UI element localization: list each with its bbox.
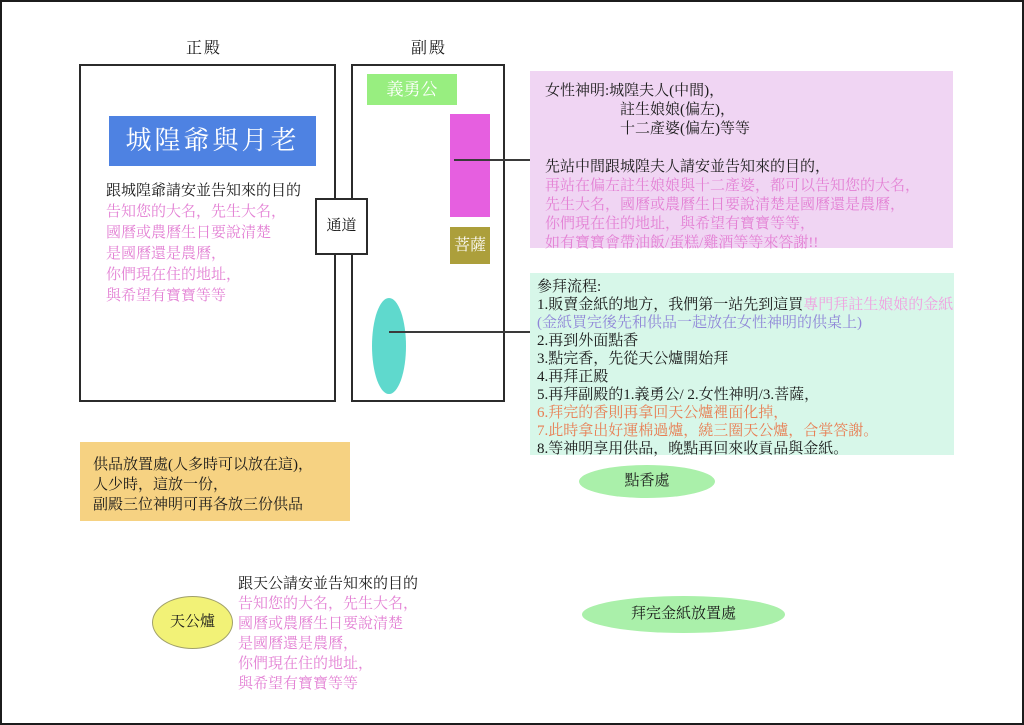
- female-deities-pink-line: 再站在偏左註生娘娘與十二產婆，都可以告知您的大名，: [545, 178, 921, 194]
- procedure-step-1-pink: 專門拜註生娘娘的金紙: [803, 297, 954, 313]
- offering-note-line: 副殿三位神明可再各放三份供品: [93, 497, 304, 513]
- procedure-step-1-note: (金紙買完後先和供品一起放在女性神明的供桌上): [537, 315, 862, 331]
- connector-line-procedure: [389, 331, 530, 333]
- female-deities-line: 女性神明:城隍夫人(中間)，: [545, 83, 725, 99]
- female-deities-line: 註生娘娘(偏左)，: [620, 102, 735, 118]
- sky-furnace-pink-line: 告知您的大名，先生大名，: [238, 596, 419, 612]
- offering-note-box: [80, 442, 350, 521]
- blank-line: [545, 139, 945, 158]
- secondary-hall-label: 副殿: [410, 40, 447, 57]
- passage-box: 通道: [315, 198, 368, 255]
- procedure-step-4: 4.再拜正殿: [537, 369, 609, 385]
- procedure-step-6: 6.拜完的香則再拿回天公爐裡面化掉，: [537, 405, 789, 421]
- main-hall-pink-line: 你們現在住的地址，: [106, 267, 242, 283]
- sky-furnace-intro-line: 跟天公請安並告知來的目的: [238, 576, 419, 592]
- female-deities-pink-line: 先生大名，國曆或農曆生日要說清楚是國曆還是農曆，: [545, 197, 906, 213]
- sky-furnace-pink-line: 國曆或農曆生日要說清楚: [238, 616, 404, 632]
- female-deities-note-box: [530, 71, 953, 251]
- secondary-hall-ellipse-marker: [372, 298, 406, 394]
- sky-furnace-ellipse: 天公爐: [152, 596, 233, 649]
- procedure-step-3: 3.點完香，先從天公爐開始拜: [537, 351, 729, 367]
- female-deities-line: 十二產婆(偏左)等等: [620, 121, 750, 137]
- main-hall-pink-line: 與希望有寶寶等等: [106, 288, 227, 304]
- procedure-step-1-black: 1.販賣金紙的地方，我們第一站先到這買: [537, 297, 804, 313]
- pusa-sign: 菩薩: [450, 227, 490, 264]
- female-deities-pink-line: 如有寶寶會帶油飯/蛋糕/雞酒等等來答謝!!: [545, 235, 819, 251]
- sky-furnace-pink-line: 與希望有寶寶等等: [238, 676, 359, 692]
- main-hall-pink-line: 告知您的大名，先生大名，: [106, 204, 287, 220]
- worship-procedure-box: [530, 273, 954, 455]
- female-deities-altar-rect: [450, 114, 490, 217]
- connector-line-female-deities: [454, 159, 530, 161]
- main-hall-intro-line: 跟城隍爺請安並告知來的目的: [106, 183, 302, 199]
- procedure-step-7: 7.此時拿出好運棉過爐，繞三圈天公爐，合掌答謝。: [537, 423, 879, 439]
- sky-furnace-instructions: [238, 574, 418, 694]
- main-hall-pink-line: 國曆或農曆生日要說清楚: [106, 225, 272, 241]
- procedure-step-8: 8.等神明享用供品，晚點再回來收貢品與金紙。: [537, 441, 849, 457]
- offering-note-line: 供品放置處(人多時可以放在這)，: [93, 457, 313, 473]
- offering-note-line: 人少時，這放一份，: [93, 477, 229, 493]
- finished-paper-spot-ellipse: 拜完金紙放置處: [582, 596, 785, 633]
- incense-spot-ellipse: 點香處: [579, 465, 715, 498]
- main-hall-label: 正殿: [185, 40, 222, 57]
- procedure-title: 參拜流程:: [537, 279, 602, 295]
- yiyonggong-sign: 義勇公: [367, 74, 457, 105]
- female-deities-pink-line: 你們現在住的地址，與希望有寶寶等等，: [545, 216, 816, 232]
- procedure-step-5: 5.再拜副殿的1.義勇公/ 2.女性神明/3.菩薩，: [537, 387, 820, 403]
- female-deities-line: 先站中間跟城隍夫人請安並告知來的目的，: [545, 159, 831, 175]
- main-hall-deity-sign: 城隍爺與月老: [109, 116, 316, 166]
- procedure-step-1: [537, 296, 954, 314]
- sky-furnace-pink-line: 是國曆還是農曆，: [238, 636, 359, 652]
- procedure-step-2: 2.再到外面點香: [537, 333, 639, 349]
- main-hall-instructions: [106, 181, 301, 307]
- main-hall-pink-line: 是國曆還是農曆，: [106, 246, 227, 262]
- sky-furnace-pink-line: 你們現在住的地址，: [238, 656, 374, 672]
